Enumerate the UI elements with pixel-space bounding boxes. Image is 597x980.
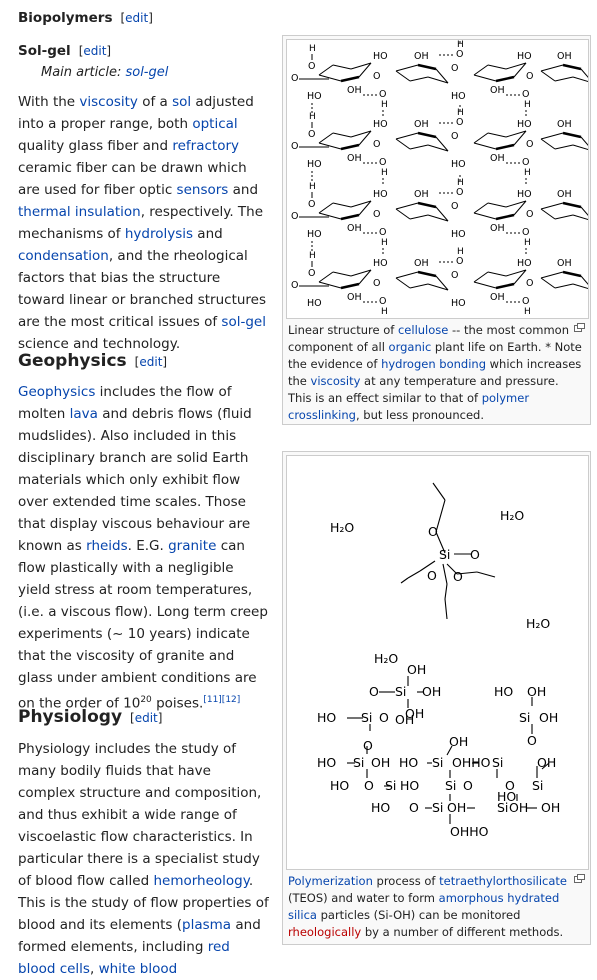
bond-line (541, 133, 563, 139)
bond-line (474, 282, 496, 288)
svg-text:O: O (453, 569, 463, 584)
ring-bold-edge (563, 203, 581, 207)
ring-bold-edge (341, 215, 359, 219)
atom-label: OH (347, 223, 362, 234)
bond-line (396, 71, 410, 81)
atom-label: O (291, 141, 299, 152)
atom-label: O (522, 227, 530, 238)
bond-line (319, 75, 341, 81)
atom-label: O (373, 139, 381, 150)
edit-link-physiology[interactable]: [edit] (130, 711, 163, 725)
atom-label: H (457, 40, 464, 50)
svg-text:O: O (428, 524, 438, 539)
atom-label: O (526, 278, 534, 289)
svg-text:OH: OH (527, 684, 547, 699)
bond-line (474, 75, 496, 81)
link-refractory[interactable]: refractory (172, 138, 239, 154)
link-polymer-crosslinking[interactable]: polymer crosslinking (288, 391, 530, 422)
svg-text:OH: OH (407, 662, 427, 677)
bond-line (319, 133, 333, 143)
svg-text:O: O (363, 738, 373, 753)
svg-text:OHHO: OHHO (450, 824, 489, 839)
link-red-blood-cells[interactable]: red blood cells (18, 939, 230, 977)
svg-text:HO: HO (400, 778, 420, 793)
bond-line (541, 139, 555, 149)
svg-text:Si: Si (519, 710, 531, 725)
atom-label: O (526, 209, 534, 220)
ring-bold-edge (563, 133, 581, 137)
atom-label: H (457, 247, 464, 257)
atom-label: O (379, 296, 387, 307)
bond-line (573, 284, 588, 290)
atom-label: OH (414, 51, 429, 62)
atom-label: O (456, 49, 464, 60)
svg-text:OHHO: OHHO (452, 755, 491, 770)
cellulose-diagram (287, 40, 588, 318)
bond-line (555, 77, 573, 81)
link-sol[interactable]: sol (172, 94, 192, 110)
link-tetraethylorthosilicate[interactable]: tetraethylorthosilicate (439, 874, 567, 888)
svg-text:OH: OH (422, 684, 442, 699)
section-heading-biopolymers (18, 10, 153, 26)
bond-line (396, 272, 418, 278)
ring-bold-edge (496, 215, 514, 219)
bond-line (319, 213, 341, 219)
svg-text:Si: Si (432, 800, 444, 815)
link-thermal-insulation[interactable]: thermal insulation (18, 204, 141, 220)
svg-text:O: O (364, 778, 374, 793)
section-heading-solgel (18, 43, 111, 59)
svg-text:OH: OH (395, 712, 415, 727)
link-cellulose[interactable]: cellulose (397, 323, 449, 337)
atom-label: O (308, 268, 316, 279)
bond-line (319, 143, 341, 149)
teos-caption: Polymerization process of tetraethylorthosilicate (TEOS) and water to form amorphous hydrated silica particles (Si-OH) can be monitored rheologically by a number of different methods. (286, 870, 587, 941)
link-white-blood[interactable]: white blood (98, 961, 178, 977)
atom-label: HO (307, 159, 322, 170)
bond-line (319, 203, 333, 213)
link-plasma[interactable]: plasma (182, 917, 232, 933)
bond-line (474, 133, 488, 143)
svg-text:OH: OH (541, 800, 561, 815)
atom-label: H (309, 251, 316, 261)
link-optical[interactable]: optical (192, 116, 238, 132)
bond-line (333, 133, 351, 137)
atom-label: OH (557, 119, 572, 130)
link-geophysics[interactable]: Geophysics (18, 384, 96, 400)
atom-label: O (451, 63, 459, 74)
atom-label: HO (451, 229, 466, 240)
atom-label: O (522, 157, 530, 168)
link-rheids[interactable]: rheids (86, 538, 128, 554)
water-label: H₂O (330, 520, 355, 535)
atom-label: H (524, 238, 531, 248)
teos-polymerization-image[interactable] (286, 455, 589, 870)
svg-text:HO: HO (317, 755, 337, 770)
atom-label: HO (517, 51, 532, 62)
link-amorphous-hydrated-silica[interactable]: amorphous hydrated silica (288, 891, 560, 922)
bond-line (541, 65, 563, 71)
bond-line (541, 272, 563, 278)
link-organic[interactable]: organic (388, 340, 432, 354)
svg-text:O: O (427, 568, 437, 583)
atom-label: O (522, 89, 530, 100)
bond-line (541, 278, 555, 288)
atom-label: O (451, 201, 459, 212)
atom-label: OH (557, 189, 572, 200)
atom-label: O (379, 227, 387, 238)
svg-text:HO: HO (330, 778, 350, 793)
bond-line (396, 209, 410, 219)
svg-text:O: O (505, 778, 515, 793)
link-hydrolysis[interactable]: hydrolysis (124, 226, 194, 242)
atom-label: O (373, 209, 381, 220)
bond-line (555, 145, 573, 149)
ring-bold-edge (418, 272, 436, 276)
svg-text:HO: HO (494, 684, 514, 699)
cellulose-structure-image[interactable] (286, 39, 589, 319)
physiology-paragraph: Physiology includes the study of many bodily fluids that have complex structure and composition, and thus exhibit a wide range of viscoelastic flow characteristics. In particular there is a specialist study of blood flow called hemorheology. This is the study of flow properties of blood and its elements (plasma and formed elements, including red blood cells, white blood (18, 741, 269, 977)
atom-label: O (451, 270, 459, 281)
atom-label: H (381, 100, 388, 110)
bond-line (541, 209, 555, 219)
ring-bold-edge (496, 145, 514, 149)
atom-label: O (379, 157, 387, 168)
edit-link-text[interactable]: edit (134, 711, 158, 725)
atom-label: H (381, 238, 388, 248)
heading-text: Physiology (18, 707, 123, 727)
bond-line (333, 203, 351, 207)
link-sensors[interactable]: sensors (176, 182, 229, 198)
main-article-link[interactable]: sol-gel (125, 65, 169, 80)
atom-label: HO (373, 189, 388, 200)
bond-line (474, 65, 488, 75)
atom-label: OH (414, 119, 429, 130)
water-label: H₂O (526, 616, 551, 631)
bond-line (573, 145, 588, 151)
svg-text:HO: HO (317, 710, 337, 725)
edit-link-text[interactable]: edit (83, 44, 107, 58)
bond-line (555, 215, 573, 219)
bond-line (396, 203, 418, 209)
edit-link-text[interactable]: edit (125, 11, 149, 25)
atom-label: HO (517, 258, 532, 269)
bond-line (319, 65, 333, 75)
bond-line (396, 278, 410, 288)
bond-line (541, 71, 555, 81)
atom-label: OH (347, 85, 362, 96)
enlarge-icon[interactable] (574, 323, 585, 332)
link-condensation[interactable]: condensation (18, 248, 109, 264)
atom-label: H (381, 168, 388, 178)
atom-label: O (456, 187, 464, 198)
link-viscosity[interactable]: viscosity (79, 94, 138, 110)
svg-text:Si: Si (385, 778, 397, 793)
atom-label: O (379, 89, 387, 100)
atom-label: OH (557, 51, 572, 62)
ring-bold-edge (563, 272, 581, 276)
bond-line (474, 213, 496, 219)
svg-text:OH: OH (447, 800, 467, 815)
atom-label: OH (490, 153, 505, 164)
atom-label: OH (414, 258, 429, 269)
atom-label: O (456, 256, 464, 267)
bond-line (396, 139, 410, 149)
atom-label: HO (451, 298, 466, 309)
bond-line (319, 272, 333, 282)
ring-bold-edge (496, 77, 514, 81)
atom-label: O (526, 71, 534, 82)
atom-label: O (456, 117, 464, 128)
bond-line (488, 203, 506, 207)
svg-text:OH: OH (371, 755, 391, 770)
atom-label: O (522, 296, 530, 307)
svg-text:Si: Si (395, 684, 407, 699)
svg-text:OH: OH (449, 734, 469, 749)
atom-label: OH (414, 189, 429, 200)
bond-line (573, 215, 588, 221)
heading-text: Biopolymers (18, 10, 113, 26)
svg-text:HO: HO (399, 755, 419, 770)
svg-text:HO: HO (497, 789, 517, 804)
atom-label: H (457, 108, 464, 118)
teos-diagram (287, 456, 588, 869)
bond-line (410, 77, 428, 81)
atom-label: H (524, 168, 531, 178)
bond-line (333, 65, 351, 69)
atom-label: H (309, 182, 316, 192)
geophysics-paragraph: Geophysics includes the flow of molten lava and debris flows (fluid mudslides). Also included in this disciplinary branch are solid Earth materials which only exhibit flow over extended time scales. Those that display viscous behaviour are known as rheids. E.G. granite can flow plastically with a negligible yield stress at room temperatures, (i.e. a viscous flow). Long term creep experiments (~ 10 years) indicate that the viscosity of granite and glass under ambient conditions are on the order of $10^{20}$ poises.[11][12] (18, 384, 268, 712)
edit-link-solgel[interactable]: [edit] (78, 44, 112, 58)
atom-label: O (373, 278, 381, 289)
bond-line (488, 133, 506, 137)
cellulose-caption: Linear structure of cellulose -- the most common component of all organic plant life on Earth. * Note the evidence of hydrogen bonding which increases the viscosity at any temperature and pressure. This is an effect similar to that of polymer crosslinking, but less pronounced. (286, 319, 587, 424)
atom-label: O (373, 71, 381, 82)
svg-text:O: O (409, 800, 419, 815)
bond-line (410, 215, 428, 219)
svg-text:Si: Si (432, 755, 444, 770)
link-sol-gel[interactable]: sol-gel (221, 314, 266, 330)
atom-label: HO (451, 91, 466, 102)
reference-links[interactable]: [11][12] (203, 695, 241, 705)
bond-line (488, 65, 506, 69)
atom-label: O (451, 131, 459, 142)
bond-line (573, 77, 588, 83)
ring-bold-edge (341, 284, 359, 288)
ring-bold-edge (341, 145, 359, 149)
atom-label: O (308, 199, 316, 210)
link-granite[interactable]: granite (168, 538, 217, 554)
svg-text:O: O (463, 778, 473, 793)
atom-label: OH (557, 258, 572, 269)
atom-label: HO (307, 229, 322, 240)
atom-label: HO (373, 119, 388, 130)
atom-label: HO (373, 258, 388, 269)
atom-label: HO (307, 91, 322, 102)
bond-line (410, 145, 428, 149)
atom-label: HO (517, 189, 532, 200)
atom-label: O (308, 61, 316, 72)
atom-label: O (291, 73, 299, 84)
section-heading-physiology (18, 707, 162, 727)
atom-label: H (457, 178, 464, 188)
bond-line (474, 272, 488, 282)
water-label: H₂O (500, 508, 525, 523)
atom-label: O (526, 139, 534, 150)
bond-line (410, 284, 428, 288)
atom-label: H (524, 307, 531, 317)
atom-label: H (381, 307, 388, 317)
main-article-note: Main article: sol-gel (41, 65, 169, 80)
svg-text:O: O (527, 733, 537, 748)
atom-label: H (309, 112, 316, 122)
heading-text: Sol-gel (18, 43, 71, 59)
edit-link-biopolymers[interactable]: [edit] (120, 11, 153, 25)
bond-line (333, 272, 351, 276)
atom-label: OH (490, 223, 505, 234)
section-heading-geophysics (18, 351, 167, 371)
svg-text:OH: OH (539, 710, 559, 725)
ring-bold-edge (418, 203, 436, 207)
atom-label: H (524, 100, 531, 110)
water-label: H₂O (374, 651, 399, 666)
bond-line (474, 203, 488, 213)
bond-line (488, 272, 506, 276)
heading-text: Geophysics (18, 351, 127, 371)
bond-line (396, 65, 418, 71)
link-hemorheology[interactable]: hemorheology (153, 873, 249, 889)
teos-figure (282, 451, 591, 945)
svg-text:OH: OH (509, 800, 529, 815)
ring-bold-edge (496, 284, 514, 288)
svg-text:Si: Si (492, 755, 504, 770)
atom-label: HO (307, 298, 322, 309)
link-rheologically[interactable]: rheologically (288, 925, 362, 939)
svg-text:Si: Si (445, 778, 457, 793)
atom-label: OH (347, 153, 362, 164)
ring-bold-edge (418, 65, 436, 69)
svg-text:Si: Si (439, 547, 451, 562)
atom-label: H (309, 44, 316, 54)
link-lava[interactable]: lava (69, 406, 98, 422)
bond-line (474, 143, 496, 149)
bond-line (555, 284, 573, 288)
svg-text:OH: OH (405, 706, 425, 721)
link-viscosity-caption[interactable]: viscosity (310, 374, 361, 388)
cellulose-figure (282, 35, 591, 425)
edit-link-geophysics[interactable]: [edit] (134, 355, 168, 369)
ring-bold-edge (341, 77, 359, 81)
atom-label: OH (490, 292, 505, 303)
svg-text:O: O (470, 547, 480, 562)
atom-label: O (308, 129, 316, 140)
svg-text:HO: HO (371, 800, 391, 815)
atom-label: O (291, 211, 299, 222)
bond-line (541, 203, 563, 209)
ring-bold-edge (563, 65, 581, 69)
bond-line (396, 133, 418, 139)
svg-text:O: O (369, 684, 379, 699)
link-hydrogen-bonding[interactable]: hydrogen bonding (381, 357, 486, 371)
atom-label: OH (347, 292, 362, 303)
atom-label: O (291, 280, 299, 291)
link-polymerization[interactable]: Polymerization (288, 874, 373, 888)
atom-label: HO (373, 51, 388, 62)
bond-line (319, 282, 341, 288)
solgel-paragraph: With the viscosity of a sol adjusted into a proper range, both optical quality glass fiber and refractory ceramic fiber can be drawn which are used for fiber optic sensors and thermal insulation, respectively. The mechanisms of hydrolysis and condensation, and the rheological factors that bias the structure toward linear or branched structures are the most critical issues of sol-gel science and technology. (18, 94, 267, 352)
enlarge-icon[interactable] (574, 874, 585, 883)
atom-label: HO (451, 159, 466, 170)
svg-text:Si: Si (497, 800, 509, 815)
ring-bold-edge (418, 133, 436, 137)
svg-text:O: O (379, 710, 389, 725)
edit-link-text[interactable]: edit (139, 355, 163, 369)
svg-text:Si: Si (361, 710, 373, 725)
svg-text:Si: Si (532, 778, 544, 793)
svg-text:Si: Si (353, 755, 365, 770)
atom-label: HO (517, 119, 532, 130)
svg-text:OH: OH (537, 755, 557, 770)
atom-label: OH (490, 85, 505, 96)
